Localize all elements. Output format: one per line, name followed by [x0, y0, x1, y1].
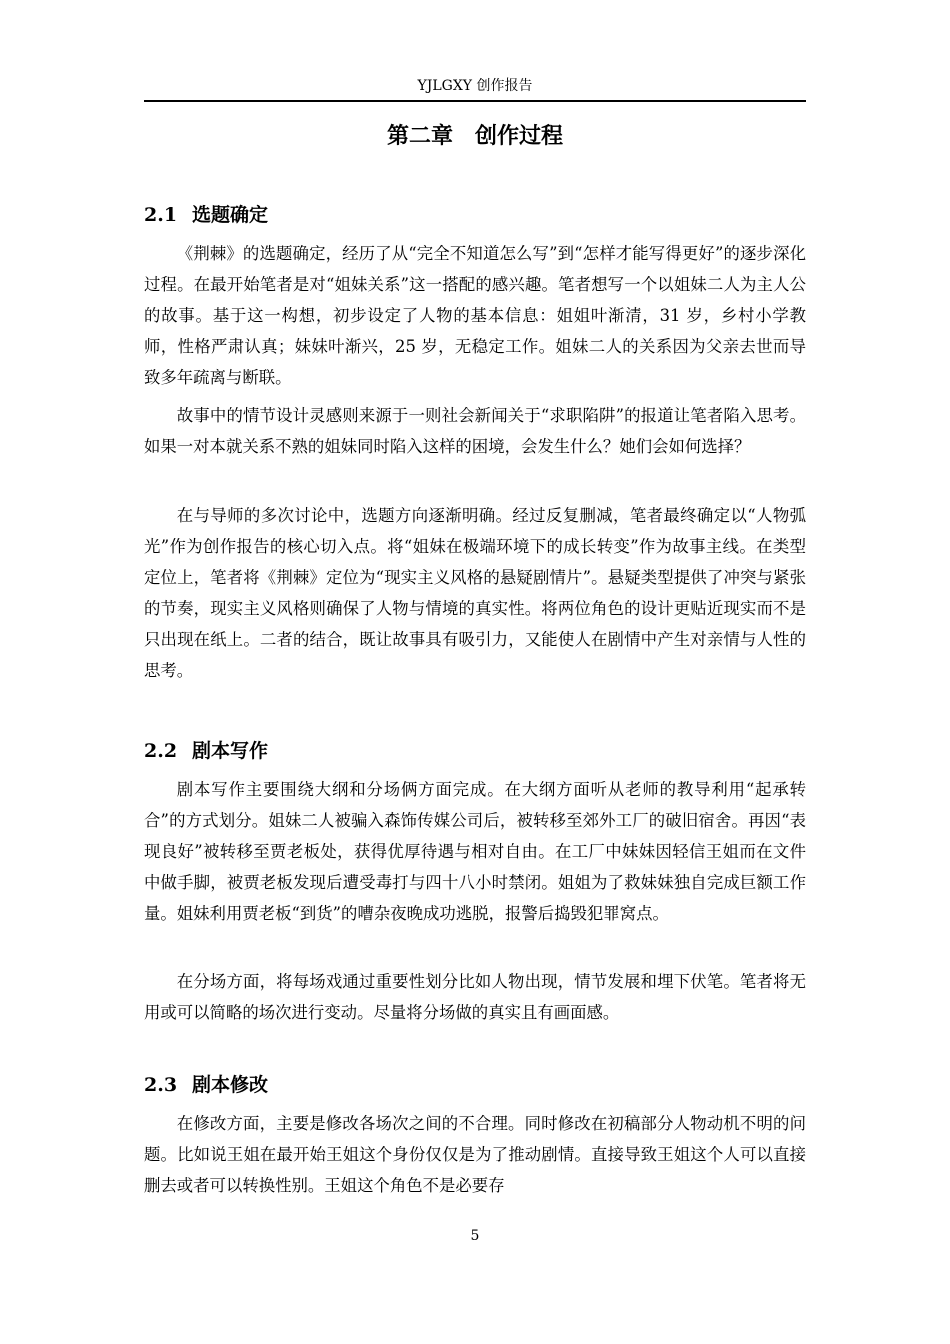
section-title: 剧本修改: [192, 1074, 269, 1096]
paragraph: 故事中的情节设计灵感则来源于一则社会新闻关于“求职陷阱”的报道让笔者陷入思考。如果一对本就关系不熟的姐妹同时陷入这样的困境，会发生什么？她们会如何选择？: [144, 406, 806, 456]
paragraph: 在与导师的多次讨论中，选题方向逐渐明确。经过反复删减，笔者最终确定以“人物弧光”作为创作报告的核心切入点。将“姐妹在极端环境下的成长转变”作为故事主线。在类型定位上，笔者将《荆棘》定位为“现实主义风格的悬疑剧情片”。悬疑类型提供了冲突与紧张的节奏，现实主义风格则确保了人物与情境的真实性。将两位角色的设计更贴近现实而不是只出现在纸上。二者的结合，既让故事具有吸引力，又能使人在剧情中产生对亲情与人性的思考。: [144, 506, 806, 680]
section-heading-2-3: [144, 1070, 806, 1100]
paragraph: 剧本写作主要围绕大纲和分场俩方面完成。在大纲方面听从老师的教导利用“起承转合”的方式划分。姐妹二人被骗入森饰传媒公司后，被转移至郊外工厂的破旧宿舍。再因“表现良好”被转移至贾老板处，获得优厚待遇与相对自由。在工厂中妹妹因轻信王姐而在文件中做手脚，被贾老板发现后遭受毒打与四十八小时禁闭。姐姐为了救妹妹独自完成巨额工作量。姐妹利用贾老板“到货”的嘈杂夜晚成功逃脱，报警后捣毁犯罪窝点。: [144, 780, 806, 923]
section-number: 2.1: [144, 204, 178, 226]
section-title: 选题确定: [192, 204, 269, 226]
section-heading-2-1: [144, 200, 806, 230]
chapter-title: 第二章 创作过程: [386, 124, 563, 149]
section-number: 2.3: [144, 1074, 178, 1096]
section-title: 剧本写作: [192, 740, 269, 762]
page-number: 5: [470, 1228, 480, 1244]
paragraph: 在分场方面，将每场戏通过重要性划分比如人物出现，情节发展和埋下伏笔。笔者将无用或可以简略的场次进行变动。尽量将分场做的真实且有画面感。: [144, 972, 806, 1022]
running-header: YJLGXY 创作报告: [417, 78, 533, 94]
section-heading-2-2: [144, 736, 806, 766]
section-number: 2.2: [144, 740, 178, 762]
header-rule: [144, 100, 806, 102]
paragraph: 《荆棘》的选题确定，经历了从“完全不知道怎么写”到“怎样才能写得更好”的逐步深化过程。在最开始笔者是对“姐妹关系”这一搭配的感兴趣。笔者想写一个以姐妹二人为主人公的故事。基于这一构想，初步设定了人物的基本信息：姐姐叶渐清，31 岁，乡村小学教师，性格严肃认真；妹妹叶渐兴，25 岁，无稳定工作。姐妹二人的关系因为父亲去世而导致多年疏离与断联。: [144, 244, 806, 387]
paragraph: 在修改方面，主要是修改各场次之间的不合理。同时修改在初稿部分人物动机不明的问题。比如说王姐在最开始王姐这个身份仅仅是为了推动剧情。直接导致王姐这个人可以直接删去或者可以转换性别。王姐这个角色不是必要存: [144, 1114, 806, 1195]
